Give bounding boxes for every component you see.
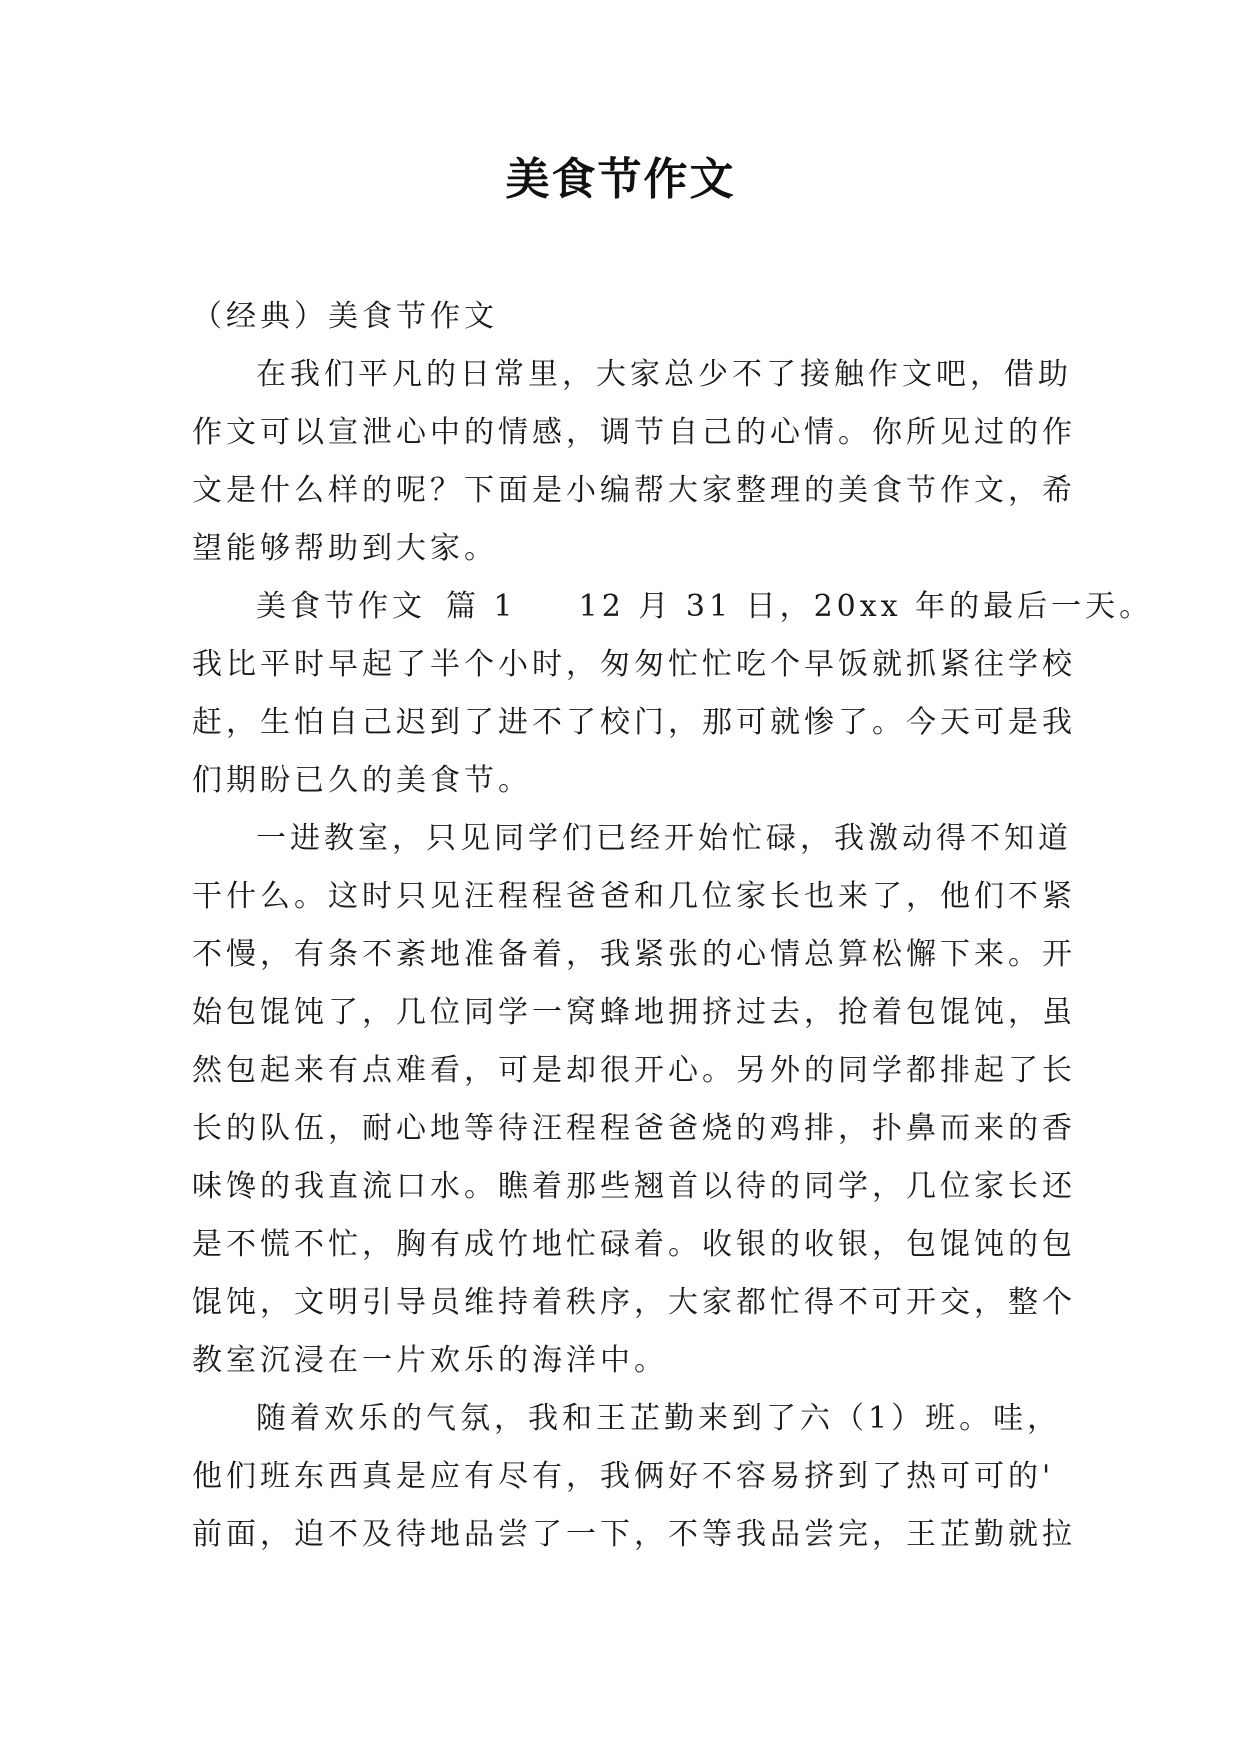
intro-line: 在我们平凡的日常里，大家总少不了接触作文吧，借助 [256, 357, 1072, 392]
paragraph-line: 长的队伍，耐心地等待汪程程爸爸烧的鸡排，扑鼻而来的香 [192, 1111, 1076, 1146]
intro-line: 文是什么样的呢？下面是小编帮大家整理的美食节作文，希 [192, 473, 1076, 508]
paragraph-line: 馄饨，文明引导员维持着秩序，大家都忙得不可开交，整个 [192, 1285, 1076, 1320]
subtitle-line: （经典）美食节作文 [192, 299, 498, 334]
paragraph-line: 味馋的我直流口水。瞧着那些翘首以待的同学，几位家长还 [192, 1169, 1076, 1204]
paragraph-line: 随着欢乐的气氛，我和王芷勤来到了六（1）班。哇， [256, 1401, 1062, 1436]
intro-line: 作文可以宣泄心中的情感，调节自己的心情。你所见过的作 [192, 415, 1076, 450]
paragraph-line: 他们班东西真是应有尽有，我俩好不容易挤到了热可可的' [192, 1459, 1055, 1494]
paragraph-line: 不慢，有条不紊地准备着，我紧张的心情总算松懈下来。开 [192, 937, 1076, 972]
essay-first-sentence: 12 月 31 日，20xx 年的最后一天。 [578, 589, 1154, 624]
document-title: 美食节作文 [505, 154, 736, 205]
paragraph-line: 始包馄饨了，几位同学一窝蜂地拥挤过去，抢着包馄饨，虽 [192, 995, 1076, 1030]
essay-heading-label: 美食节作文 [256, 589, 426, 624]
intro-line: 望能够帮助到大家。 [192, 531, 498, 566]
paragraph-line: 教室沉浸在一片欢乐的海洋中。 [192, 1343, 668, 1378]
essay-heading-part: 篇 1 [446, 589, 517, 624]
document-body [192, 288, 1154, 1564]
paragraph-line: 是不慌不忙，胸有成竹地忙碌着。收银的收银，包馄饨的包 [192, 1227, 1076, 1262]
paragraph-line: 赶，生怕自己迟到了进不了校门，那可就惨了。今天可是我 [192, 705, 1076, 740]
paragraph-line: 们期盼已久的美食节。 [192, 763, 532, 798]
paragraph-line: 干什么。这时只见汪程程爸爸和几位家长也来了，他们不紧 [192, 879, 1076, 914]
paragraph-line: 然包起来有点难看，可是却很开心。另外的同学都排起了长 [192, 1053, 1076, 1088]
essay-heading-line [192, 578, 1154, 636]
paragraph-line: 一进教室，只见同学们已经开始忙碌，我激动得不知道 [256, 821, 1072, 856]
paragraph-line: 我比平时早起了半个小时，匆匆忙忙吃个早饭就抓紧往学校 [192, 647, 1076, 682]
paragraph-line: 前面，迫不及待地品尝了一下，不等我品尝完，王芷勤就拉 [192, 1517, 1076, 1552]
